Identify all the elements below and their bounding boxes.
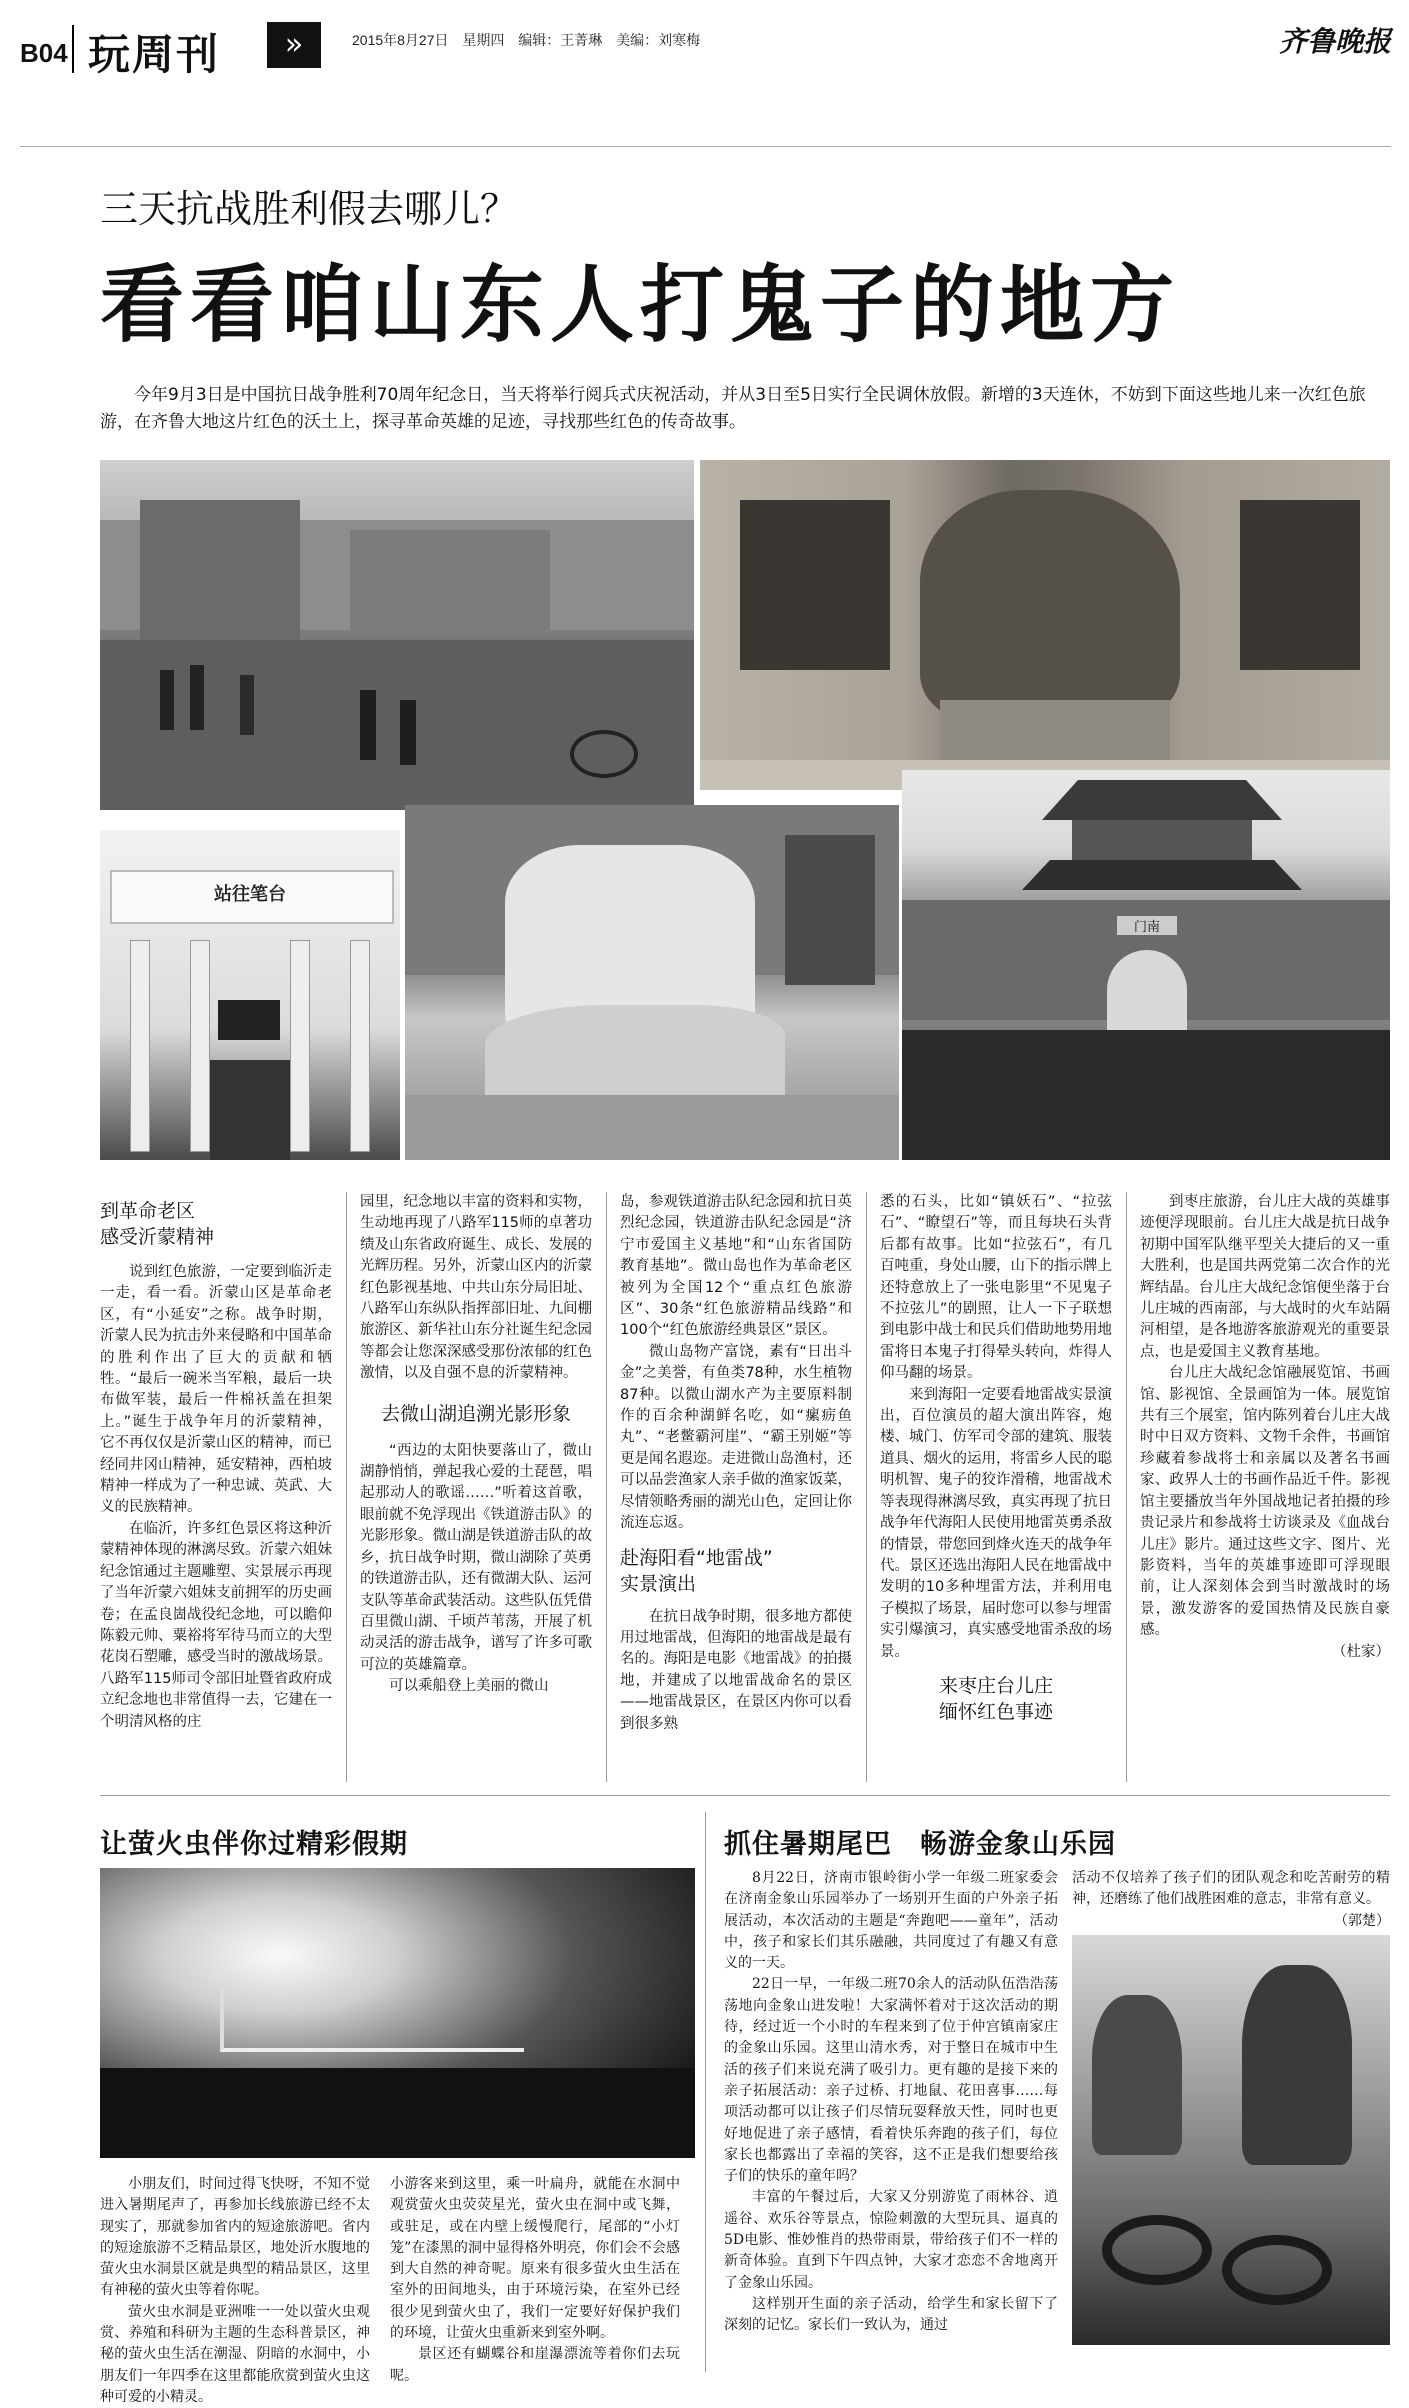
- chevrons-right-icon: »: [267, 22, 321, 68]
- photo-film-set-soldiers: [100, 460, 694, 810]
- paragraph: 岛，参观铁道游击队纪念园和抗日英烈纪念园，铁道游击队纪念园是“济宁市爱国主义基地”和“山东省国防教育基地”。微山岛也作为革命老区被列为全国12个“重点红色旅游区”、30条“红色旅游精品线路”和100个“红色旅游经典景区”景区。: [620, 1194, 852, 1339]
- column-rule: [1126, 1192, 1127, 1782]
- column-rule: [866, 1192, 867, 1782]
- gate-sign: 门南: [1117, 916, 1177, 935]
- subheading-taierzhuang: 来枣庄台儿庄 缅怀红色事迹: [938, 1674, 1053, 1723]
- paragraph: “西边的太阳快要落山了，微山湖静悄悄，弹起我心爱的土琵琶，唱起那动人的歌谣……”听着这首歌，眼前就不免浮现出《铁道游击队》的光影形象。微山湖是铁道游击队的故乡，抗日战争时期，微山湖除了英勇的铁道游击队，还有微湖大队、运河支队等革命武装活动。这些队伍凭借百里微山湖、千顷芦苇荡，开展了机动灵活的游击战争，谱写了许多可歌可泣的英雄篇章。: [360, 1442, 592, 1673]
- article-column-4: [880, 1192, 1112, 1725]
- paragraph: 22日一早，一年级二班70余人的活动队伍浩浩荡荡地向金象山进发啦！大家满怀着对于这次活动的期待，经过近一个小时的车程来到了位于仲宫镇南家庄的金象山乐园。这里山清水秀，对于整日在城市中生活的孩子们来说充满了吸引力。更有趣的是接下来的亲子拓展活动：亲子过桥、打地鼠、花田喜事……每项活动都可以让孩子们尽情玩耍释放天性，同时也更好地促进了亲子感情，看着快乐奔跑的孩子们，每位家长也都露出了幸福的笑容，这不正是我们想要给孩子们的快乐的童年吗？: [724, 1976, 1058, 2185]
- designer-credit: 美编：刘寒梅: [616, 32, 701, 48]
- paragraph: 景区还有蝴蝶谷和崖瀑漂流等着你们去玩呢。: [390, 2346, 680, 2384]
- fireflies-column-2: [390, 2174, 680, 2387]
- article-column-1: [100, 1192, 332, 1733]
- photo-ancient-city-gate: [902, 770, 1390, 1160]
- photo-firefly-cave: [100, 1868, 695, 2158]
- paragraph: 微山岛物产富饶，素有“日出斗金”之美誉，有鱼类78种，水生植物87种。以微山湖水产为主要原料制作的百余种湖鲜名吃，如“瘰疬鱼丸”、“老鳖霸河崖”、“霸王别姬”等更是闻名遐迩。走进微山岛渔村，还可以品尝渔家人亲手做的渔家饭菜，尽情领略秀丽的湖光山色，定回让你流连忘返。: [620, 1343, 852, 1532]
- lede-paragraph: 今年9月3日是中国抗日战争胜利70周年纪念日，当天将举行阅兵式庆祝活动，并从3日至5日实行全民调休放假。新增的3天连休，不妨到下面这些地儿来一次红色旅游，在齐鲁大地这片红色的沃土上，探寻革命英雄的足迹，寻找那些红色的传奇故事。: [100, 385, 1366, 432]
- column-rule: [705, 1812, 706, 2372]
- header-divider: [72, 25, 74, 73]
- newspaper-logo: 齐鲁晚报: [1278, 25, 1391, 58]
- article-column-3: [620, 1192, 852, 1735]
- fireflies-column-1: [100, 2174, 370, 2408]
- author-credit: （郭楚）: [1334, 1912, 1390, 1929]
- article-column-2: [360, 1192, 592, 1698]
- photo-railway-station: [100, 830, 400, 1160]
- jinxiangshan-column-2: [1072, 1868, 1390, 1932]
- header-rule: [20, 146, 1391, 147]
- author-credit: （杜家）: [1332, 1643, 1390, 1660]
- paragraph: 小朋友们，时间过得飞快呀，不知不觉进入暑期尾声了，再参加长线旅游已经不太现实了，那就参加省内的短途旅游吧。省内的短途旅游不乏精品景区，地处沂水腹地的萤火虫水洞景区就是典型的精品景区，这里有神秘的萤火虫等着你呢。: [100, 2176, 370, 2299]
- paragraph: 小游客来到这里，乘一叶扁舟，就能在水洞中观赏萤火虫荧荧星光，萤火虫在洞中或飞舞，或驻足，或在内壁上缓慢爬行，尾部的“小灯笼”在漆黑的洞中显得格外明亮，你们会不会感到大自然的神奇呢。原来有很多萤火虫生活在室外的田间地头，由于环境污染，在室外已经很少见到萤火虫了，我们一定要好好保护我们的环境，让萤火虫重新来到室外啊。: [390, 2176, 680, 2342]
- article-column-5: [1140, 1192, 1390, 1663]
- paragraph: 园里，纪念地以丰富的资料和实物，生动地再现了八路军115师的卓著功绩及山东省政府诞生、成长、发展的光辉历程。另外，沂蒙山区内的沂蒙红色影视基地、中共山东分局旧址、八路军山东纵队指挥部旧址、九间棚旅游区、新华社山东分社诞生纪念园等都会让您深深感受那份浓郁的红色激情，以及自强不息的沂蒙精神。: [360, 1194, 592, 1382]
- paragraph: 萤火虫水洞是亚洲唯一一处以萤火虫观赏、养殖和科研为主题的生态科普景区，神秘的萤火虫生活在潮湿、阴暗的水洞中，小朋友们一年四季在这里都能欣赏到萤火虫这种可爱的小精灵。: [100, 2303, 370, 2405]
- paragraph: 在抗日战争时期，很多地方都使用过地雷战，但海阳的地雷战是最有名的。海阳是电影《地雷战》的拍摄地，并建成了以地雷战命名的景区——地雷战景区，在景区内你可以看到很多熟: [620, 1608, 852, 1732]
- paragraph: 悉的石头，比如“镇妖石”、“拉弦石”、“瞭望石”等，而且每块石头背后都有故事。比如“拉弦石”，有几百吨重，身处山腰，山下的指示牌上还特意放上了一张电影里“不见鬼子不拉弦儿”的剧照，让人一下子联想到电影中战士和民兵们借助地势用地雷将日本鬼子打得晕头转向，炸得人仰马翻的场景。: [880, 1194, 1112, 1382]
- paragraph: 8月22日，济南市银岭街小学一年级二班家委会在济南金象山乐园举办了一场别开生面的户外亲子拓展活动，本次活动的主题是“奔跑吧——童年”，活动中，孩子和家长们其乐融融，共同度过了有趣又有意义的一天。: [724, 1870, 1058, 1972]
- paragraph: 在临沂，许多红色景区将这种沂蒙精神体现的淋漓尽致。沂蒙六姐妹纪念馆通过主题雕塑、实景展示再现了当年沂蒙六姐妹支前拥军的历史画卷；在孟良崮战役纪念地，可以瞻仰陈毅元帅、粟裕将军待马而立的大型花岗石塑雕，感受当时的激战场景。八路军115师司令部旧址暨省政府成立纪念地也非常值得一去，它建在一个明清风格的庄: [100, 1520, 332, 1730]
- column-rule: [606, 1192, 607, 1782]
- paragraph: 这样别开生面的亲子活动，给学生和家长留下了深刻的记忆。家长们一致认为，通过: [724, 2295, 1058, 2334]
- column-rule: [346, 1192, 347, 1782]
- paragraph: 说到红色旅游，一定要到临沂走一走，看一看。沂蒙山区是革命老区，有“小延安”之称。战争时期，沂蒙人民为抗击外来侵略和中国革命的胜利作出了巨大的贡献和牺牲。“最后一碗米当军粮，最后一块布做军装，最后一件棉袄盖在担架上。”诞生于战争年月的沂蒙精神，它不再仅仅是沂蒙山区的精神，而已经同井冈山精神，延安精神，西柏坡精神一样成为了一种忠诚、英武、大义的民族精神。: [100, 1264, 332, 1516]
- main-headline: 看看咱山东人打鬼子的地方: [100, 256, 1181, 354]
- subheading-haiyang: 赴海阳看“地雷战” 实景演出: [620, 1546, 773, 1595]
- issue-weekday: 星期四: [462, 32, 505, 48]
- story-headline-fireflies: 让萤火虫伴你过精彩假期: [100, 1829, 408, 1860]
- paragraph: 台儿庄大战纪念馆融展览馆、书画馆、影视馆、全景画馆为一体。展览馆共有三个展室，馆内陈列着台儿庄大战时中日双方资料、文物千余件，书画馆珍藏着参战将士和亲属以及著名书画家、政界人士的书画作品近千件。影视馆主要播放当年外国战地记者拍摄的珍贵记录片和参战将士访谈录及《血战台儿庄》影片。通过这些文字、图片、光影资料，当年的英雄事迹即可浮现眼前，让人深刻体会到当时激战时的场景，激发游客的爱国热情及民族自豪感。: [1140, 1365, 1390, 1639]
- paragraph: 到枣庄旅游，台儿庄大战的英雄事迹便浮现眼前。台儿庄大战是抗日战争初期中国军队继平型关大捷后的又一重大胜利，也是国共两党第二次合作的光辉结晶。台儿庄大战纪念馆便坐落于台儿庄城的西南部，与大战时的火车站隔河相望，是各地游客旅游观光的重要景点，也是爱国主义教育基地。: [1140, 1194, 1390, 1360]
- kicker-headline: 三天抗战胜利假去哪儿？: [100, 187, 519, 231]
- section-divider: [100, 1795, 1390, 1796]
- paragraph: 来到海阳一定要看地雷战实景演出，百位演员的超大演出阵容，炮楼、城门、仿军司令部的建筑、服装道具、烟火的运用，将雷乡人民的聪明机智、鬼子的狡诈滑稽，地雷战术等表现得淋漓尽致，真实再现了抗日战争年代海阳人民使用地雷英勇杀敌的情景，带您回到烽火连天的战争年代。景区还选出海阳人民在地雷战中发明的10多种埋雷方法，并利用电子模拟了场景，届时您可以参与埋雷实引爆演习，真实感受地雷杀敌的场景。: [880, 1386, 1112, 1660]
- photo-landmine-sculpture: [700, 460, 1390, 790]
- photo-guerrilla-monument: [405, 805, 899, 1160]
- story-headline-jinxiangshan: 抓住暑期尾巴 畅游金象山乐园: [724, 1829, 1116, 1860]
- issue-date: 2015年8月27日: [352, 32, 449, 48]
- subheading-weishan-lake: 去微山湖追溯光影形象: [380, 1402, 571, 1425]
- photo-kids-obstacle-course: [1072, 1935, 1390, 2345]
- jinxiangshan-column-1: [724, 1868, 1058, 2337]
- subheading-yimeng: 到革命老区 感受沂蒙精神: [100, 1200, 215, 1248]
- page-number: B04: [20, 38, 68, 68]
- paragraph: 活动不仅培养了孩子们的团队观念和吃苦耐劳的精神，还磨练了他们战胜困难的意志，非常有意义。: [1072, 1870, 1390, 1908]
- editor-credit: 编辑：王菁琳: [518, 32, 603, 48]
- paragraph: 可以乘船登上美丽的微山: [389, 1678, 549, 1695]
- paragraph: 丰富的午餐过后，大家又分别游览了雨林谷、逍遥谷、欢乐谷等景点，惊险刺激的大型玩具、逼真的5D电影、惟妙惟肖的热带雨景，带给孩子们不一样的新奇体验。直到下午四点钟，大家才恋恋不舍地离开了金象山乐园。: [724, 2189, 1058, 2291]
- station-sign: 站往笔台: [214, 884, 286, 905]
- issue-meta: [352, 30, 700, 50]
- section-title: 玩周刊: [88, 30, 221, 79]
